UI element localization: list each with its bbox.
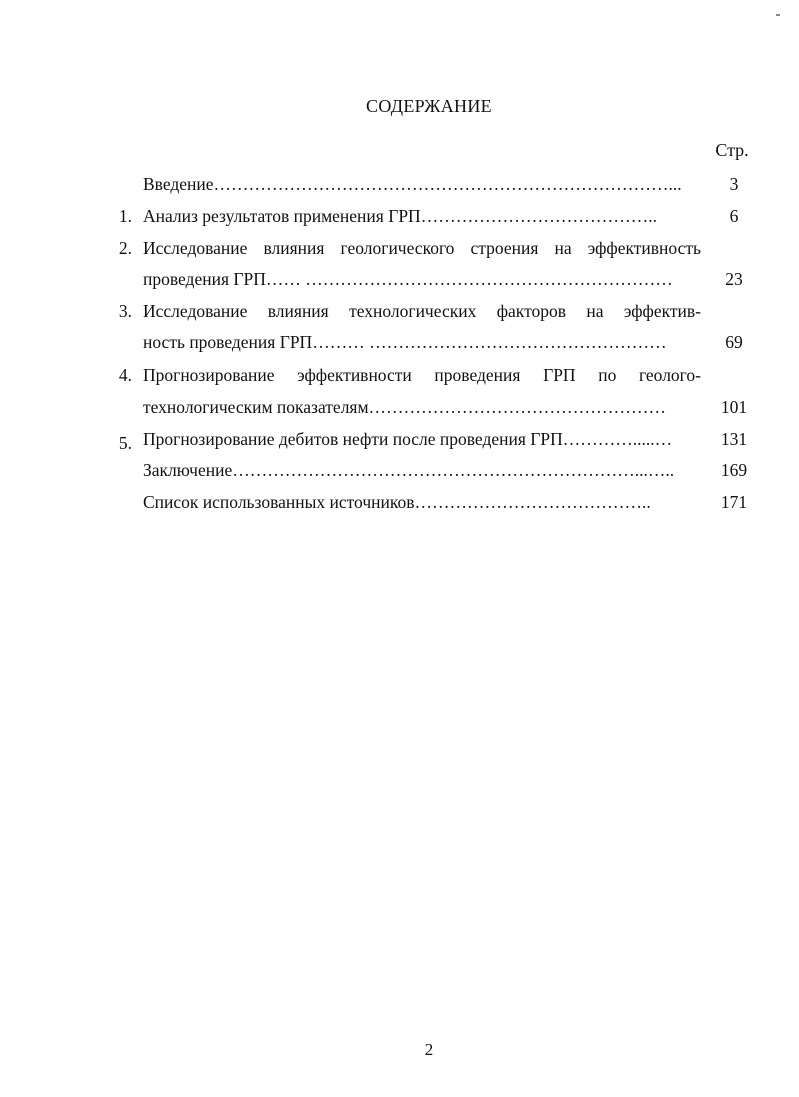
pages-column-header: Стр. (715, 140, 749, 160)
toc-entry-number: 3. (118, 301, 132, 321)
toc-entry-text: Прогнозирование дебитов нефти после проведения ГРП………….....… (143, 429, 673, 449)
toc-entry-text: Заключение……………………………………………………………...….. (143, 460, 675, 480)
page-number: 2 (424, 1040, 434, 1059)
toc-entry-text: Введение……………………………………………………………………... (143, 174, 682, 194)
toc-entry-page: 6 (729, 206, 739, 226)
toc-entry-text-line1: Исследование влияния технологических факторов на эффектив- (143, 301, 701, 321)
toc-entry-text-line2: ность проведения ГРП……… …………………………………………… (143, 332, 667, 352)
toc-entry-number: 4. (118, 365, 132, 385)
toc-entry-page: 3 (729, 174, 739, 194)
toc-entry-page: 69 (725, 332, 743, 352)
toc-entry-text-line2: технологическим показателям…………………………………………… (143, 397, 667, 417)
toc-entry-page: 23 (725, 269, 743, 289)
toc-entry-page: 169 (720, 460, 748, 480)
toc-entry-number: 2. (118, 238, 132, 258)
toc-entry-page: 101 (720, 397, 748, 417)
toc-entry-number: 1. (118, 206, 132, 226)
toc-entry-page: 171 (720, 492, 748, 512)
toc-entry-text: Анализ результатов применения ГРП………………………………….. (143, 206, 657, 226)
page-title: СОДЕРЖАНИЕ (366, 96, 492, 116)
toc-entry-text-line2: проведения ГРП…… ……………………………………………………… (143, 269, 673, 289)
toc-entry-number: 5. (118, 433, 132, 453)
toc-entry-text-line1: Исследование влияния геологического строения на эффективность (143, 238, 701, 258)
toc-entry-page: 131 (720, 429, 748, 449)
toc-entry-text-line1: Прогнозирование эффективности проведения ГРП по геолого- (143, 365, 701, 385)
scan-artifact (776, 14, 780, 16)
toc-entry-text: Список использованных источников………………………………….. (143, 492, 651, 512)
